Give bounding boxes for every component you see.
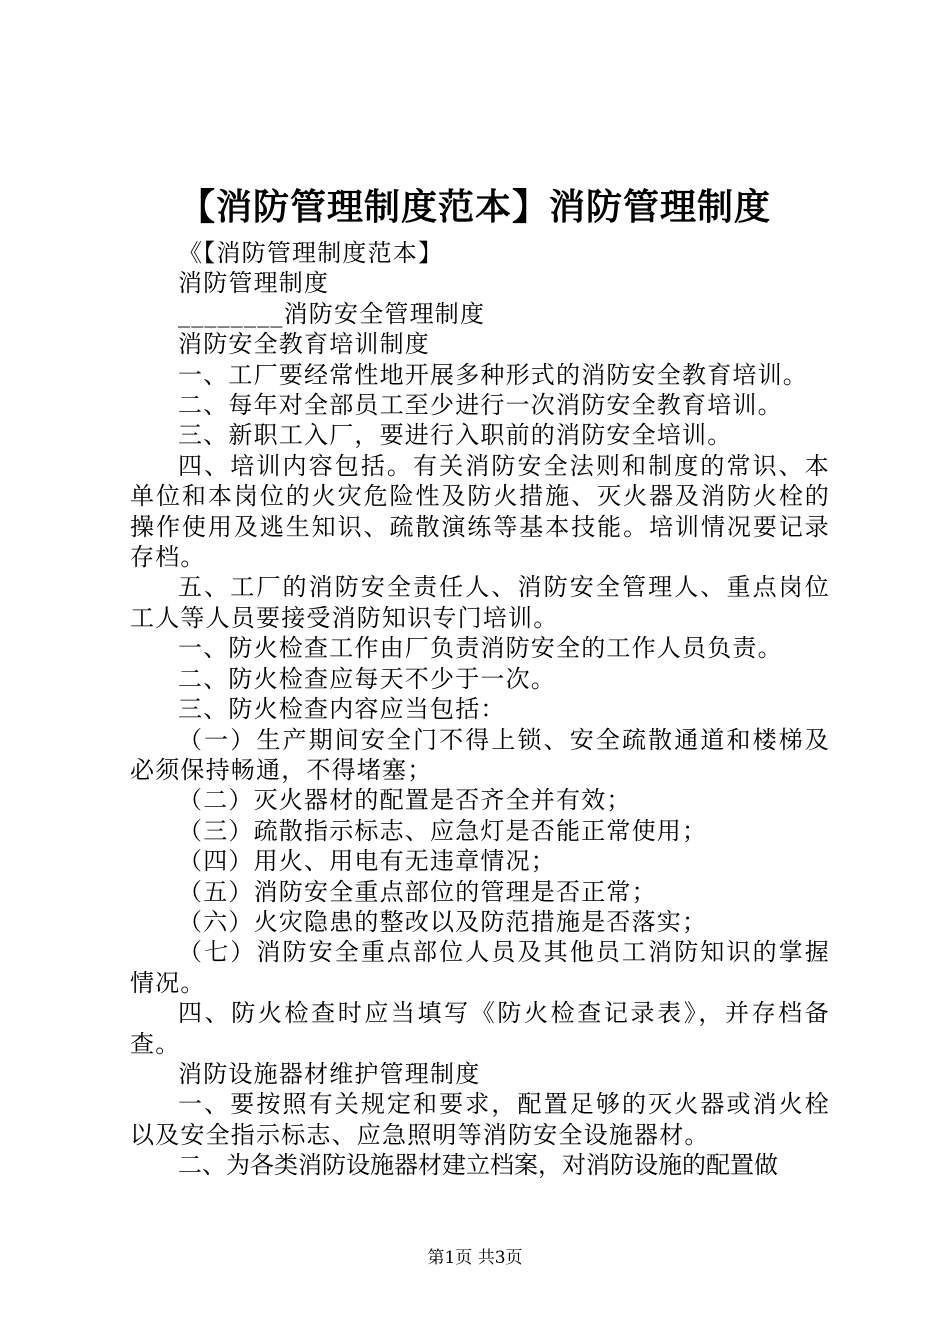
paragraph: 消防设施器材维护管理制度 [178,1059,481,1088]
paragraph: 一、要按照有关规定和要求，配置足够的灭火器或消火栓以及安全指示标志、应急照明等消防安全设施器材。 [130,1090,830,1149]
document-body [130,238,830,1181]
paragraph: 四、防火检查时应当填写《防火检查记录表》，并存档备查。 [130,999,830,1058]
paragraph: 三、防火检查内容应当包括： [178,695,506,724]
paragraph: 二、防火检查应每天不少于一次。 [178,664,556,693]
paragraph: 二、每年对全部员工至少进行一次消防安全教育培训。 [178,391,783,420]
paragraph: 四、培训内容包括。有关消防安全法则和制度的常识、本单位和本岗位的火灾危险性及防火措施、灭火器及消防火栓的操作使用及逃生知识、疏散演练等基本技能。培训情况要记录存档。 [130,451,830,572]
paragraph: 一、工厂要经常性地开展多种形式的消防安全教育培训。 [178,360,808,389]
paragraph: 五、工厂的消防安全责任人、消防安全管理人、重点岗位工人等人员要接受消防知识专门培训。 [130,573,830,632]
paragraph: （三）疏散指示标志、应急灯是否能正常使用； [178,816,708,845]
paragraph: 三、新职工入厂，要进行入职前的消防安全培训。 [178,421,733,450]
page-footer: 第1页 共3页 [427,1248,523,1268]
paragraph: （一）生产期间安全门不得上锁、安全疏散通道和楼梯及必须保持畅通，不得堵塞； [130,725,830,784]
paragraph: 消防管理制度 [178,269,330,298]
paragraph: 一、防火检查工作由厂负责消防安全的工作人员负责。 [178,634,783,663]
paragraph: （六）火灾隐患的整改以及防范措施是否落实； [178,907,708,936]
paragraph: 《【消防管理制度范本】 [178,239,444,267]
paragraph: （二）灭火器材的配置是否齐全并有效； [178,786,632,815]
paragraph: （四）用火、用电有无违章情况； [178,847,556,876]
paragraph: （五）消防安全重点部位的管理是否正常； [178,877,657,906]
paragraph: （七）消防安全重点部位人员及其他员工消防知识的掌握情况。 [130,938,830,997]
paragraph: ________消防安全管理制度 [178,299,486,328]
paragraph: 消防安全教育培训制度 [178,330,430,359]
document-title: 【消防管理制度范本】消防管理制度 [178,186,771,228]
paragraph: 二、为各类消防设施器材建立档案，对消防设施的配置做 [178,1151,778,1180]
